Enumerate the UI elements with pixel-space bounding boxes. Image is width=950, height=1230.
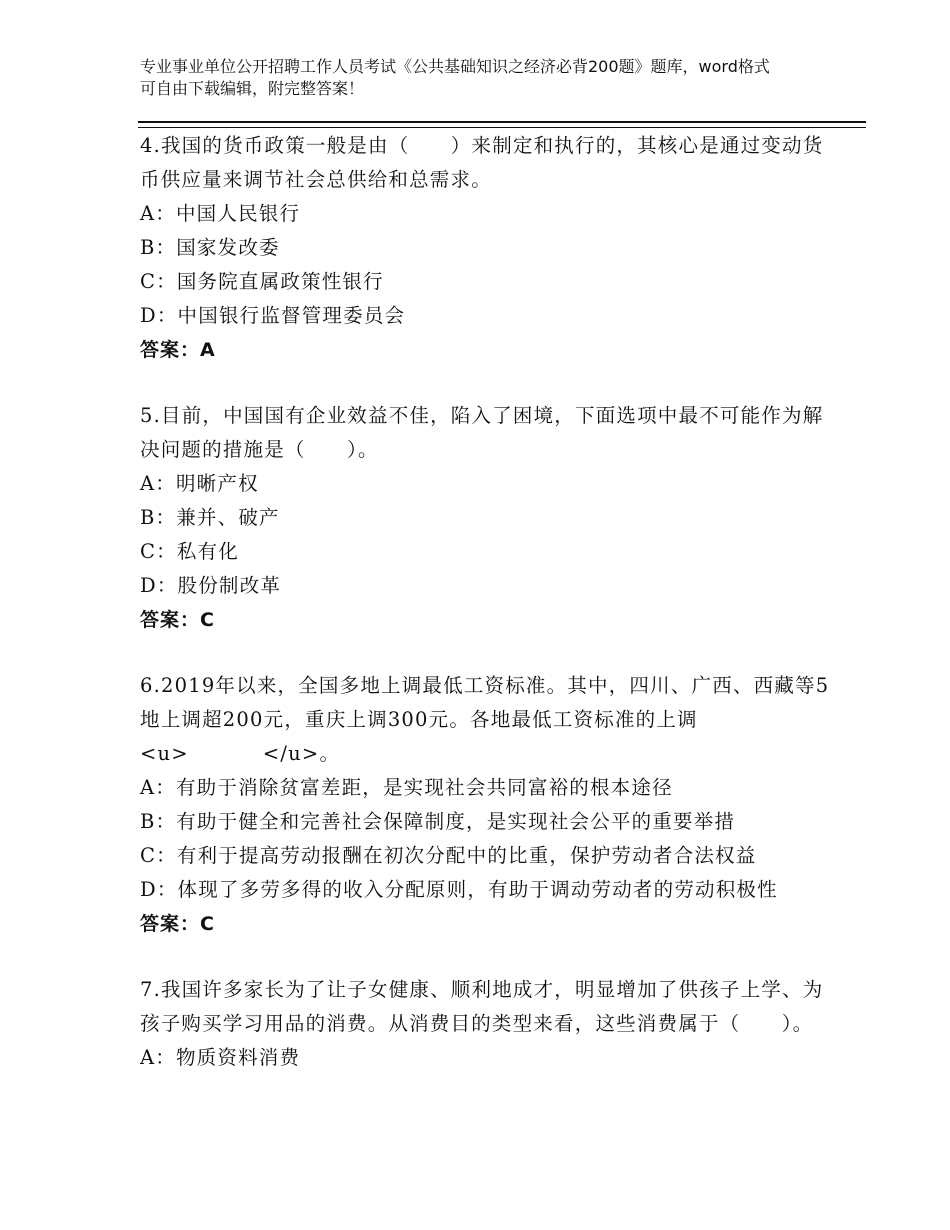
option-a: A：中国人民银行 — [140, 202, 301, 225]
underline-close-tag: </u>。 — [262, 742, 341, 765]
question-5 — [140, 399, 830, 637]
question-4 — [140, 129, 830, 367]
header-rule-thin — [138, 127, 866, 128]
question-stem: 4.我国的货币政策一般是由（ ）来制定和执行的，其核心是通过变动货币供应量来调节社会总供给和总需求。 — [140, 134, 824, 191]
question-stem — [140, 669, 830, 771]
option-d: D：中国银行监督管理委员会 — [140, 304, 406, 327]
option-b: B：国家发改委 — [140, 236, 280, 259]
option-d: D：股份制改革 — [140, 574, 282, 597]
option-d: D：体现了多劳多得的收入分配原则，有助于调动劳动者的劳动积极性 — [140, 878, 778, 901]
answer-label: 答案：C — [140, 913, 215, 935]
document-header: 专业事业单位公开招聘工作人员考试《公共基础知识之经济必背200题》题库，word格式可自由下载编辑，附完整答案！ — [140, 57, 770, 98]
answer-label: 答案：A — [140, 339, 216, 361]
question-stem: 7.我国许多家长为了让子女健康、顺利地成才，明显增加了供孩子上学、为孩子购买学习用品的消费。从消费目的类型来看，这些消费属于（ ）。 — [140, 978, 824, 1035]
option-b: B：有助于健全和完善社会保障制度，是实现社会公平的重要举措 — [140, 810, 736, 833]
option-b: B：兼并、破产 — [140, 506, 280, 529]
question-7 — [140, 973, 830, 1075]
question-stem: 5.目前，中国国有企业效益不佳，陷入了困境，下面选项中最不可能作为解决问题的措施是（ ）。 — [140, 404, 824, 461]
option-c: C：私有化 — [140, 540, 239, 563]
question-stem-text: 6.2019年以来，全国多地上调最低工资标准。其中，四川、广西、西藏等5地上调超200元，重庆上调300元。各地最低工资标准的上调 — [140, 674, 830, 731]
option-a: A：明晰产权 — [140, 472, 259, 495]
option-a: A：有助于消除贫富差距，是实现社会共同富裕的根本途径 — [140, 776, 673, 799]
answer-label: 答案：C — [140, 609, 215, 631]
question-6 — [140, 669, 830, 941]
option-c: C：国务院直属政策性银行 — [140, 270, 384, 293]
question-list — [140, 129, 830, 1107]
option-c: C：有利于提高劳动报酬在初次分配中的比重，保护劳动者合法权益 — [140, 844, 757, 867]
underline-open-tag: <u> — [140, 742, 189, 765]
option-a: A：物质资料消费 — [140, 1046, 301, 1069]
header-rule-thick — [138, 121, 866, 123]
